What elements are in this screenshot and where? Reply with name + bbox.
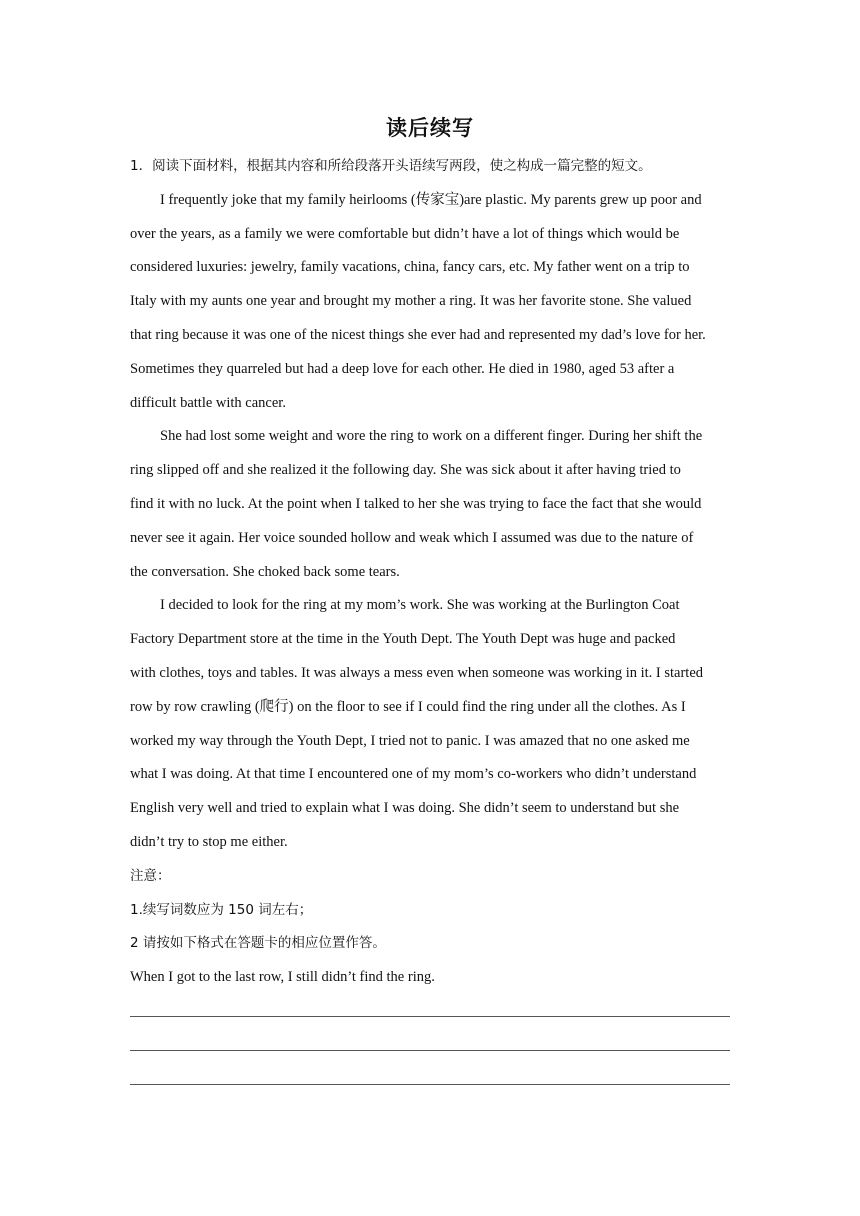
text-line: the conversation. She choked back some tears.: [130, 563, 400, 580]
text-line: find it with no luck. At the point when I talked to her she was trying to face the fact that she would: [130, 495, 702, 512]
answer-line: [130, 1016, 730, 1017]
text-line: I frequently joke that my family heirlooms (传家宝)are plastic. My parents grew up poor and: [160, 191, 702, 208]
text-line: I decided to look for the ring at my mom’s work. She was working at the Burlington Coat: [160, 597, 680, 614]
note-item-format: 2 请按如下格式在答题卡的相应位置作答。: [130, 935, 386, 952]
paragraph-2: [130, 420, 740, 589]
text-line: Factory Department store at the time in the Youth Dept. The Youth Dept was huge and packed: [130, 631, 676, 648]
text-line: She had lost some weight and wore the ring to work on a different finger. During her shift the: [160, 428, 703, 445]
document-body: [130, 150, 740, 995]
answer-line: [130, 1084, 730, 1085]
note-item-word-count: 1.续写词数应为 150 词左右；: [130, 901, 313, 918]
text-line: what I was doing. At that time I encountered one of my mom’s co-workers who didn’t understand: [130, 766, 697, 783]
paragraph-3: [130, 589, 740, 859]
task-instruction: 1．阅读下面材料，根据其内容和所给段落开头语续写两段，使之构成一篇完整的短文。: [130, 158, 652, 174]
paragraph-1: [130, 184, 740, 421]
text-line: difficult battle with cancer.: [130, 394, 286, 411]
text-line: Italy with my aunts one year and brought my mother a ring. It was her favorite stone. She valued: [130, 293, 692, 310]
notes-heading: 注意：: [130, 867, 171, 884]
text-line: Sometimes they quarreled but had a deep love for each other. He died in 1980, aged 53 after a: [130, 360, 675, 377]
text-line: English very well and tried to explain what I was doing. She didn’t seem to understand but she: [130, 800, 680, 817]
text-line: considered luxuries: jewelry, family vacations, china, fancy cars, etc. My father went on a trip to: [130, 259, 690, 276]
text-line: never see it again. Her voice sounded hollow and weak which I assumed was due to the nature of: [130, 529, 694, 546]
text-line: ring slipped off and she realized it the following day. She was sick about it after having tried to: [130, 462, 681, 479]
prompt-sentence: When I got to the last row, I still didn’t find the ring.: [130, 969, 435, 986]
text-line: didn’t try to stop me either.: [130, 833, 288, 850]
text-line: row by row crawling (爬行) on the floor to see if I could find the ring under all the clothes. As I: [130, 698, 686, 715]
text-line: with clothes, toys and tables. It was always a mess even when someone was working in it. I started: [130, 664, 704, 681]
text-line: that ring because it was one of the nicest things she ever had and represented my dad’s love for her.: [130, 326, 706, 343]
page-title: 读后续写: [386, 116, 474, 140]
text-line: over the years, as a family we were comfortable but didn’t have a lot of things which would be: [130, 225, 680, 242]
answer-lines: [130, 1016, 730, 1118]
text-line: worked my way through the Youth Dept, I tried not to panic. I was amazed that no one asked me: [130, 732, 690, 749]
answer-line: [130, 1050, 730, 1051]
